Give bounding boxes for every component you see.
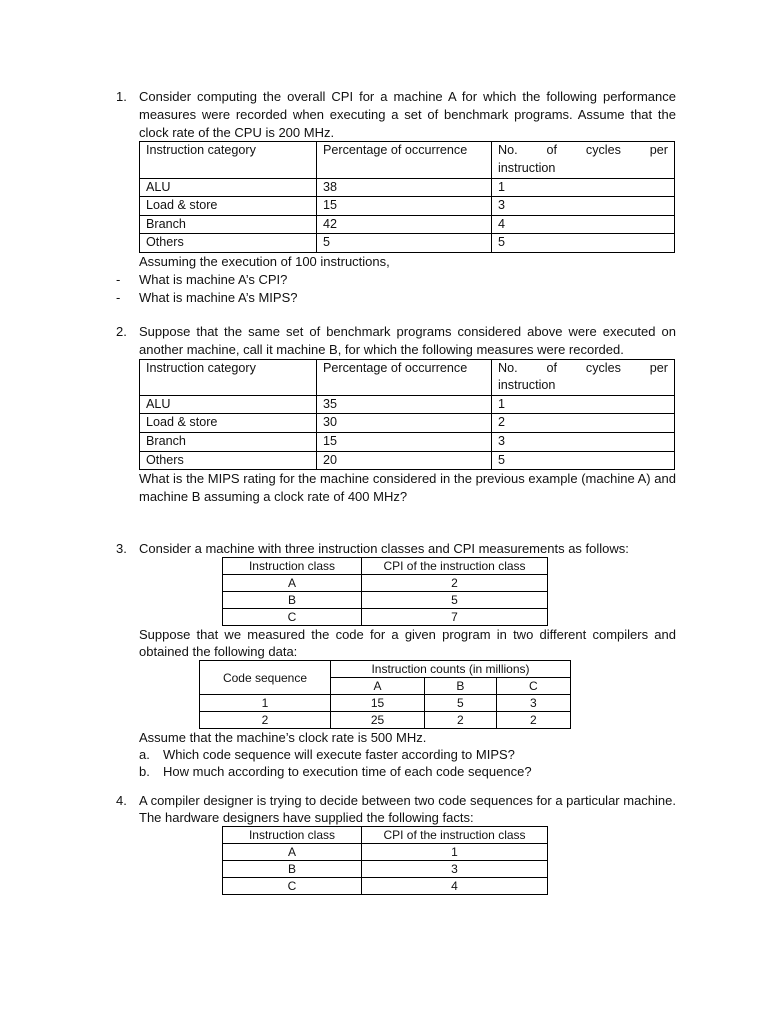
table-row: B 3 xyxy=(223,861,548,878)
question-4 xyxy=(116,792,676,895)
bullet-mark: - xyxy=(116,289,121,305)
sub-question-b: b. How much according to execution time of each code sequence? xyxy=(139,764,532,779)
table-row: A 2 xyxy=(223,575,548,592)
bullet-item: - What is machine A’s CPI? xyxy=(116,271,288,287)
header-category: Instruction category xyxy=(140,142,317,178)
question-1 xyxy=(116,88,676,306)
bullet-mark: - xyxy=(116,271,121,287)
header-cycles: No. of cycles per instruction xyxy=(492,359,675,395)
header-percentage: Percentage of occurrence xyxy=(317,142,492,178)
table-row: Branch 42 4 xyxy=(140,215,675,234)
performance-table-machine-b xyxy=(139,359,675,471)
table-row: 2 25 2 2 xyxy=(200,712,571,729)
table-row: Load & store 30 2 xyxy=(140,414,675,433)
table-row: C 4 xyxy=(223,878,548,895)
question-number: 4. xyxy=(116,793,127,808)
question-number: 1. xyxy=(116,89,127,104)
question-number: 2. xyxy=(116,324,127,339)
table-header-row xyxy=(140,359,675,395)
header-percentage: Percentage of occurrence xyxy=(317,359,492,395)
bullet-item: - What is machine A’s MIPS? xyxy=(116,289,298,305)
question-2 xyxy=(116,323,676,506)
question-text: A compiler designer is trying to decide between two code sequences for a particular machine. The hardware designers have supplied the following facts: xyxy=(139,793,676,825)
question-followup: Assume that the machine’s clock rate is 500 MHz. xyxy=(139,730,427,745)
table-row: C 7 xyxy=(223,609,548,626)
table-header-row: A B C xyxy=(200,678,571,695)
question-text: Consider computing the overall CPI for a machine A for which the following performance measures were recorded when executing a set of benchmark programs. Assume that the clock rate of the CPU is 200 MHz. xyxy=(139,89,676,140)
question-followup: Assuming the execution of 100 instructions, xyxy=(139,253,390,269)
header-cycles: No. of cycles per instruction xyxy=(492,142,675,178)
question-middle-text: Suppose that we measured the code for a given program in two different compilers and obtained the following data: xyxy=(139,627,676,659)
question-text: Consider a machine with three instruction classes and CPI measurements as follows: xyxy=(139,541,629,556)
table-row: A 1 xyxy=(223,844,548,861)
cpi-table xyxy=(222,826,548,895)
table-row: Others 20 5 xyxy=(140,451,675,470)
table-row: Branch 15 3 xyxy=(140,432,675,451)
table-row: Load & store 15 3 xyxy=(140,197,675,216)
question-3 xyxy=(116,540,676,780)
table-header-row xyxy=(140,142,675,178)
question-text: Suppose that the same set of benchmark programs considered above were executed on another machine, call it machine B, for which the following measures were recorded. xyxy=(139,324,676,357)
table-row: 1 15 5 3 xyxy=(200,695,571,712)
table-header-row xyxy=(200,661,571,678)
table-header-row: Instruction class CPI of the instruction class xyxy=(223,558,548,575)
question-number: 3. xyxy=(116,541,127,556)
instruction-counts-table xyxy=(199,660,571,729)
table-header-row: Instruction class CPI of the instruction class xyxy=(223,827,548,844)
table-row: B 5 xyxy=(223,592,548,609)
table-row: ALU 38 1 xyxy=(140,178,675,197)
table-row: Others 5 5 xyxy=(140,234,675,253)
table-row: ALU 35 1 xyxy=(140,395,675,414)
header-code-sequence: Code sequence xyxy=(200,661,331,695)
question-followup: What is the MIPS rating for the machine considered in the previous example (machine A) and machine B assuming a clock rate of 400 MHz? xyxy=(139,471,676,504)
performance-table-machine-a xyxy=(139,141,675,253)
cpi-table xyxy=(222,557,548,626)
sub-question-a: a. Which code sequence will execute faster according to MIPS? xyxy=(139,747,515,762)
header-instruction-counts: Instruction counts (in millions) xyxy=(331,661,571,678)
header-category: Instruction category xyxy=(140,359,317,395)
